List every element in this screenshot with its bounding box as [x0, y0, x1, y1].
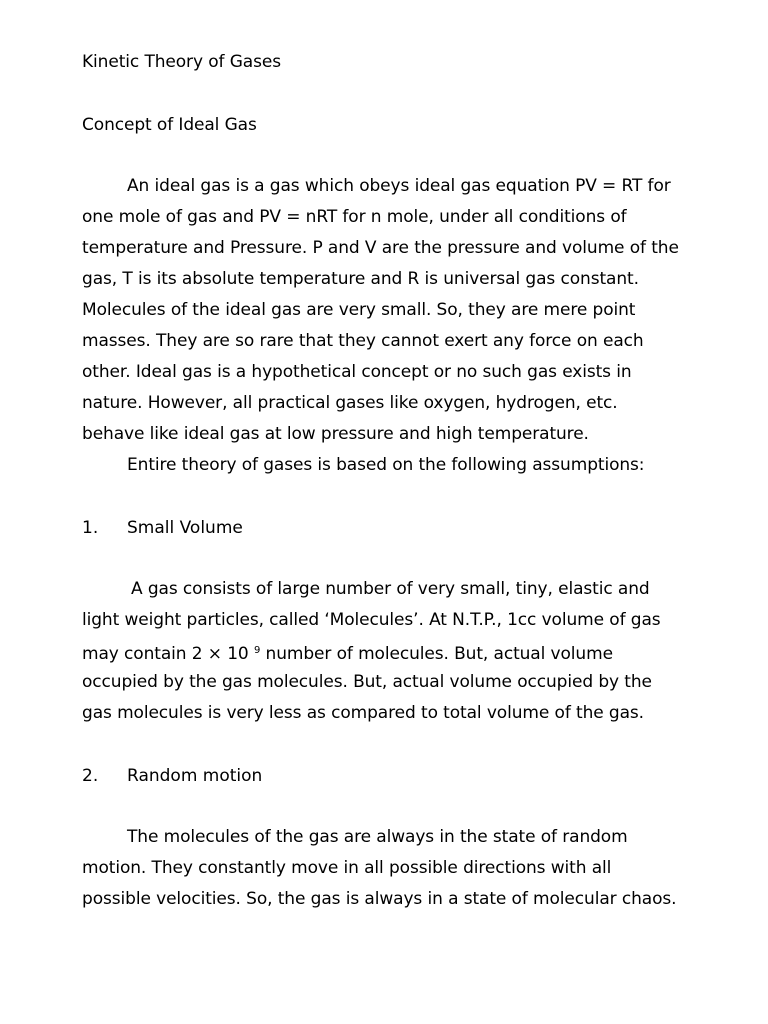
paragraph-line [82, 640, 613, 665]
paragraph-line: nature. However, all practical gases like oxygen, hydrogen, etc. [82, 393, 618, 413]
paragraph-line: gas molecules is very less as compared to total volume of the gas. [82, 703, 644, 723]
section-heading: Concept of Ideal Gas [82, 115, 257, 135]
paragraph-line: A gas consists of large number of very small, tiny, elastic and [131, 579, 650, 599]
paragraph-line: other. Ideal gas is a hypothetical concept or no such gas exists in [82, 362, 632, 382]
paragraph-line: light weight particles, called ‘Molecules’. At N.T.P., 1cc volume of gas [82, 610, 661, 630]
superscript-exponent: 9 [253, 645, 261, 656]
item-heading: Small Volume [127, 518, 243, 538]
text-run: may contain 2 × 10 [82, 644, 249, 664]
paragraph-line: occupied by the gas molecules. But, actual volume occupied by the [82, 672, 652, 692]
paragraph-line: Molecules of the ideal gas are very small. So, they are mere point [82, 300, 636, 320]
paragraph-line: behave like ideal gas at low pressure and high temperature. [82, 424, 589, 444]
paragraph-line: possible velocities. So, the gas is always in a state of molecular chaos. [82, 889, 677, 909]
item-heading: Random motion [127, 766, 263, 786]
document-title: Kinetic Theory of Gases [82, 52, 281, 72]
list-number: 1. [82, 518, 99, 538]
paragraph-line: masses. They are so rare that they cannot exert any force on each [82, 331, 644, 351]
paragraph-line: gas, T is its absolute temperature and R is universal gas constant. [82, 269, 639, 289]
paragraph-line: motion. They constantly move in all possible directions with all [82, 858, 612, 878]
text-run: number of molecules. But, actual volume [260, 644, 613, 664]
paragraph-line: The molecules of the gas are always in the state of random [127, 827, 628, 847]
assumptions-intro: Entire theory of gases is based on the following assumptions: [127, 455, 645, 475]
paragraph-line: one mole of gas and PV = nRT for n mole, under all conditions of [82, 207, 627, 227]
paragraph-line: An ideal gas is a gas which obeys ideal gas equation PV = RT for [127, 176, 671, 196]
paragraph-line: temperature and Pressure. P and V are the pressure and volume of the [82, 238, 679, 258]
list-number: 2. [82, 766, 99, 786]
